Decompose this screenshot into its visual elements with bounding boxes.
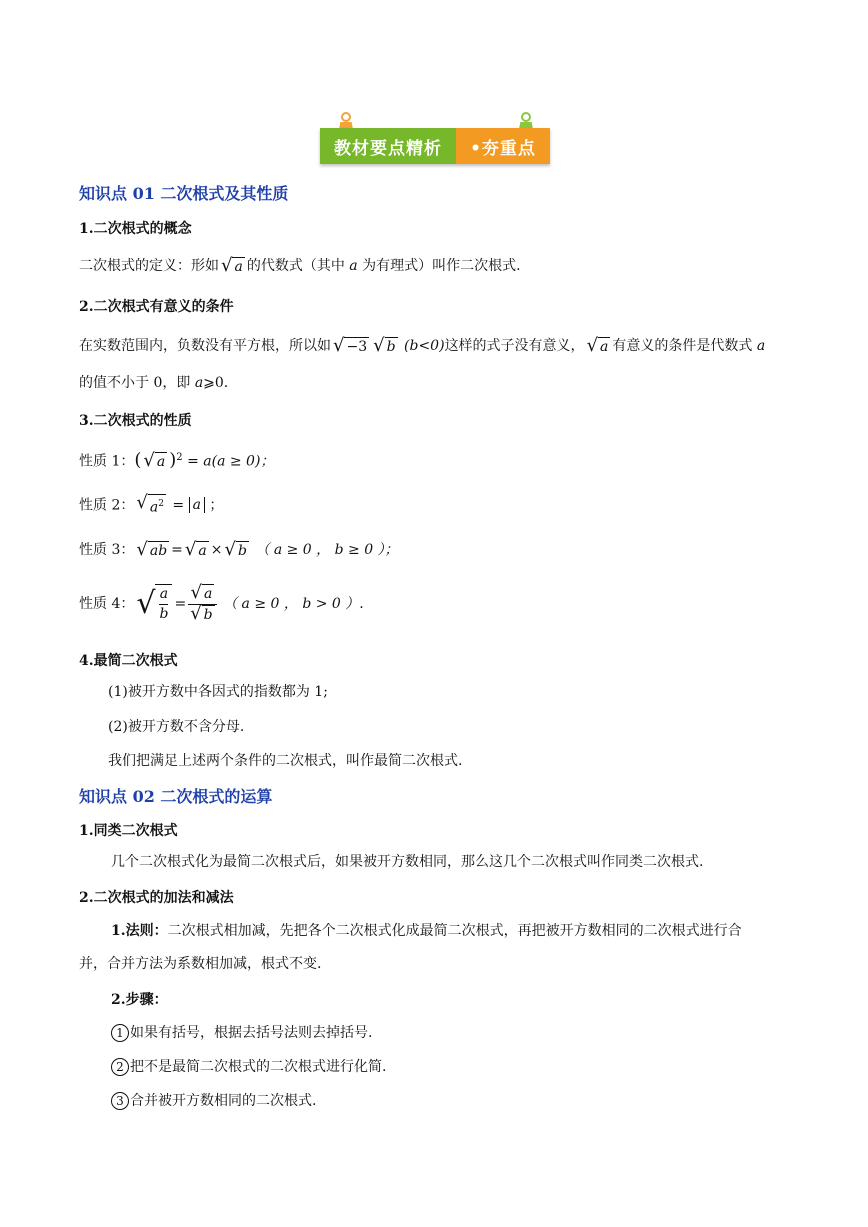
circled-number: 1 (111, 1024, 129, 1042)
sqrt-expression: √ b (224, 538, 247, 560)
kp2-s1-text: 几个二次根式化为最简二次根式后，如果被开方数相同，那么这几个二次根式叫作同类二次根式. (111, 854, 704, 870)
kp1-s2-line1: 在实数范围内，负数没有平方根，所以如 √ −3 √ b (b<0)这样的式子没有意义， √ a 有意义的条件是代数式 a (79, 334, 766, 356)
section-banner (320, 112, 550, 168)
kp1-s4-item3: 我们把满足上述两个条件的二次根式，叫作最简二次根式. (108, 753, 463, 769)
property-4: 性质 4： √ $\frac{a}{b}$ = √ a √ b （ a ≥ 0 ， b > 0 ）. (79, 582, 364, 624)
kp1-s4-item2: (2)被开方数不含分母. (108, 719, 245, 735)
banner-left-text: 教材要点精析 (334, 138, 442, 159)
circled-number: 3 (111, 1092, 129, 1110)
kp1-s3-heading: 3.二次根式的性质 (79, 413, 192, 429)
sqrt-expression: √ $a^2$ (136, 492, 164, 516)
fraction: √ a √ b (188, 584, 216, 624)
kp2-title: 知识点 02 二次根式的运算 (79, 787, 273, 806)
sqrt-fraction: √ $\frac{a}{b}$ (136, 584, 172, 624)
kp2-step-2: 2 把不是最简二次根式的二次根式进行化简. (111, 1057, 386, 1077)
kp1-s1-heading: 1.二次根式的概念 (79, 221, 192, 237)
kp1-title: 知识点 01 二次根式及其性质 (79, 184, 289, 203)
banner-label (320, 128, 550, 164)
banner-right-text: •夯重点 (470, 138, 536, 159)
kp1-s2-line2: 的值不小于 0，即 a⩾0. (79, 375, 229, 391)
property-1: 性质 1：( √ a )$^2$ = a(a ≥ 0)； (79, 449, 275, 472)
sqrt-expression: √ a (221, 254, 243, 276)
kp2-step-3: 3 合并被开方数相同的二次根式. (111, 1091, 316, 1111)
kp2-steps-label: 2.步骤： (111, 992, 168, 1008)
kp1-s4-heading: 4.最简二次根式 (79, 653, 178, 669)
kp2-rule-line1: 1.法则：二次根式相加减，先把各个二次根式化成最简二次根式，再把被开方数相同的二次根式进行合 (111, 923, 742, 939)
kp1-s2-heading: 2.二次根式有意义的条件 (79, 299, 234, 315)
kp2-s2-heading: 2.二次根式的加法和减法 (79, 890, 234, 906)
property-2: 性质 2： √ $a^2$ = a ； (79, 492, 224, 516)
kp2-step-1: 1 如果有括号，根据去括号法则去掉括号. (111, 1023, 372, 1043)
property-3: 性质 3： √ ab = √ a × √ b （ a ≥ 0 ， b ≥ 0 ）； (79, 538, 399, 560)
kp2-s1-heading: 1.同类二次根式 (79, 823, 178, 839)
sqrt-expression: √ −3 (333, 334, 368, 356)
sqrt-expression: √ a (143, 450, 166, 472)
circled-number: 2 (111, 1058, 129, 1076)
sqrt-expression: √ a (586, 334, 609, 356)
sqrt-expression: √ b (373, 334, 396, 356)
kp2-rule-line2: 并，合并方法为系数相加减，根式不变. (79, 956, 322, 972)
sqrt-expression: √ a (184, 538, 207, 560)
kp1-s1-text: 二次根式的定义：形如 √ a 的代数式（其中 a 为有理式）叫作二次根式. (79, 254, 521, 276)
kp1-s4-item1: (1)被开方数中各因式的指数都为 1; (108, 684, 328, 700)
sqrt-expression: √ ab (136, 538, 168, 560)
